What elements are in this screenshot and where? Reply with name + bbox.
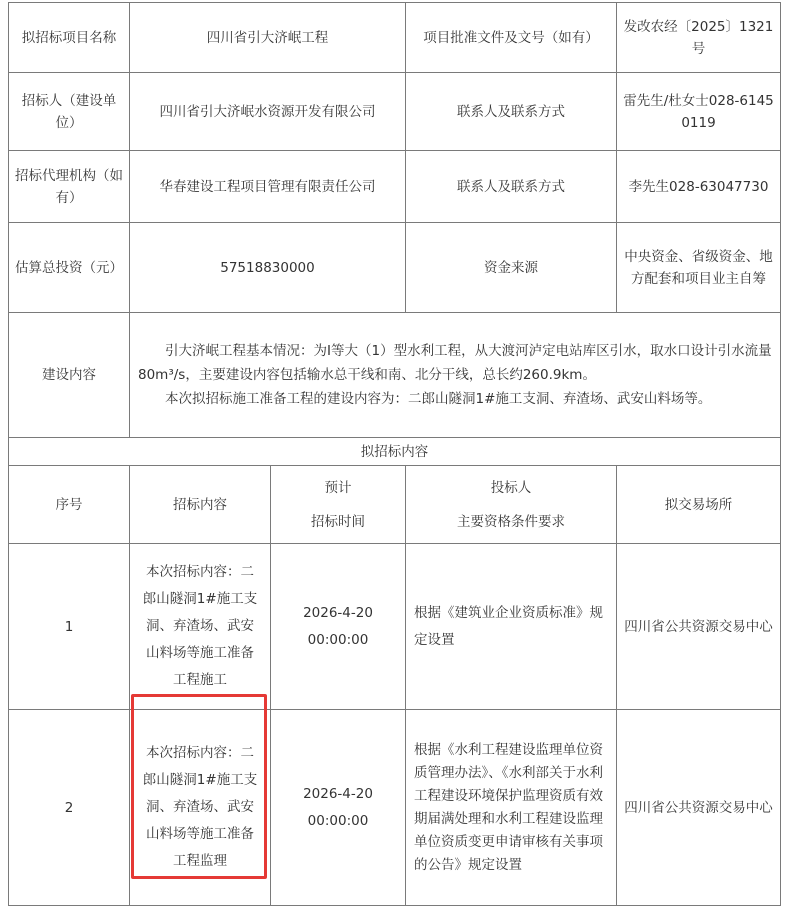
row-construction — [9, 313, 781, 438]
row-1-time — [271, 544, 406, 710]
row-2-date: 2026-4-20 — [303, 785, 373, 802]
row-1-venue: 四川省公共资源交易中心 — [617, 544, 781, 710]
row-section-title — [9, 438, 781, 466]
row-1-date: 2026-4-20 — [303, 604, 373, 621]
row-investment — [9, 223, 781, 313]
col-header-requirement — [406, 466, 617, 544]
tenderer-name: 四川省引大济岷水资源开发有限公司 — [130, 73, 406, 151]
col-header-time-line2: 招标时间 — [311, 513, 365, 530]
row-2-time — [271, 710, 406, 906]
agency-label: 招标代理机构（如有） — [9, 151, 130, 223]
col-header-venue: 拟交易场所 — [617, 466, 781, 544]
col-header-time — [271, 466, 406, 544]
row-2-requirement: 根据《水利工程建设监理单位资质管理办法》、《水利部关于水利工程建设环境保护监理资质有效期届满处理和水利工程建设监理单位资质变更申请审核有关事项的公告》规定设置 — [406, 710, 617, 906]
table-row — [9, 544, 781, 710]
tenderer-contact-label: 联系人及联系方式 — [406, 73, 617, 151]
tenderer-label: 招标人（建设单位） — [9, 73, 130, 151]
row-2-clock: 00:00:00 — [307, 812, 369, 829]
row-1-requirement: 根据《建筑业企业资质标准》规定设置 — [406, 544, 617, 710]
investment-label: 估算总投资（元） — [9, 223, 130, 313]
col-header-req-line2: 主要资格条件要求 — [457, 513, 565, 530]
funding-label: 资金来源 — [406, 223, 617, 313]
approval-label: 项目批准文件及文号（如有） — [406, 3, 617, 73]
row-column-headers — [9, 466, 781, 544]
investment-value: 57518830000 — [130, 223, 406, 313]
tenderer-contact: 雷先生/杜女士028-61450119 — [617, 73, 781, 151]
construction-content — [130, 313, 781, 438]
agency-contact: 李先生028-63047730 — [617, 151, 781, 223]
row-project-name — [9, 3, 781, 73]
table-row — [9, 710, 781, 906]
row-2-content: 本次招标内容：二郎山隧洞1#施工支洞、弃渣场、武安山料场等施工准备工程监理 — [130, 710, 271, 906]
construction-para-2: 本次拟招标施工准备工程的建设内容为：二郎山隧洞1#施工支洞、弃渣场、武安山料场等。 — [165, 391, 712, 407]
row-1-content: 本次招标内容：二郎山隧洞1#施工支洞、弃渣场、武安山料场等施工准备工程施工 — [130, 544, 271, 710]
col-header-time-line1: 预计 — [324, 479, 352, 496]
project-name-label: 拟招标项目名称 — [9, 3, 130, 73]
row-1-seq: 1 — [9, 544, 130, 710]
section-title: 拟招标内容 — [9, 438, 781, 466]
row-agency — [9, 151, 781, 223]
approval-value: 发改农经〔2025〕1321号 — [617, 3, 781, 73]
tender-document — [8, 2, 780, 906]
col-header-content: 招标内容 — [130, 466, 271, 544]
row-1-clock: 00:00:00 — [307, 631, 369, 648]
col-header-req-line1: 投标人 — [490, 479, 532, 496]
agency-name: 华春建设工程项目管理有限责任公司 — [130, 151, 406, 223]
project-name: 四川省引大济岷工程 — [130, 3, 406, 73]
tender-table — [8, 2, 781, 906]
agency-contact-label: 联系人及联系方式 — [406, 151, 617, 223]
row-2-seq: 2 — [9, 710, 130, 906]
construction-label: 建设内容 — [9, 313, 130, 438]
construction-para-1: 引大济岷工程基本情况：为Ⅰ等大（1）型水利工程，从大渡河泸定电站库区引水，取水口设计引水流量80m³/s，主要建设内容包括输水总干线和南、北分干线，总长约260.9km。 — [138, 343, 772, 383]
row-2-venue: 四川省公共资源交易中心 — [617, 710, 781, 906]
funding-value: 中央资金、省级资金、地方配套和项目业主自筹 — [617, 223, 781, 313]
col-header-seq: 序号 — [9, 466, 130, 544]
row-tenderer — [9, 73, 781, 151]
